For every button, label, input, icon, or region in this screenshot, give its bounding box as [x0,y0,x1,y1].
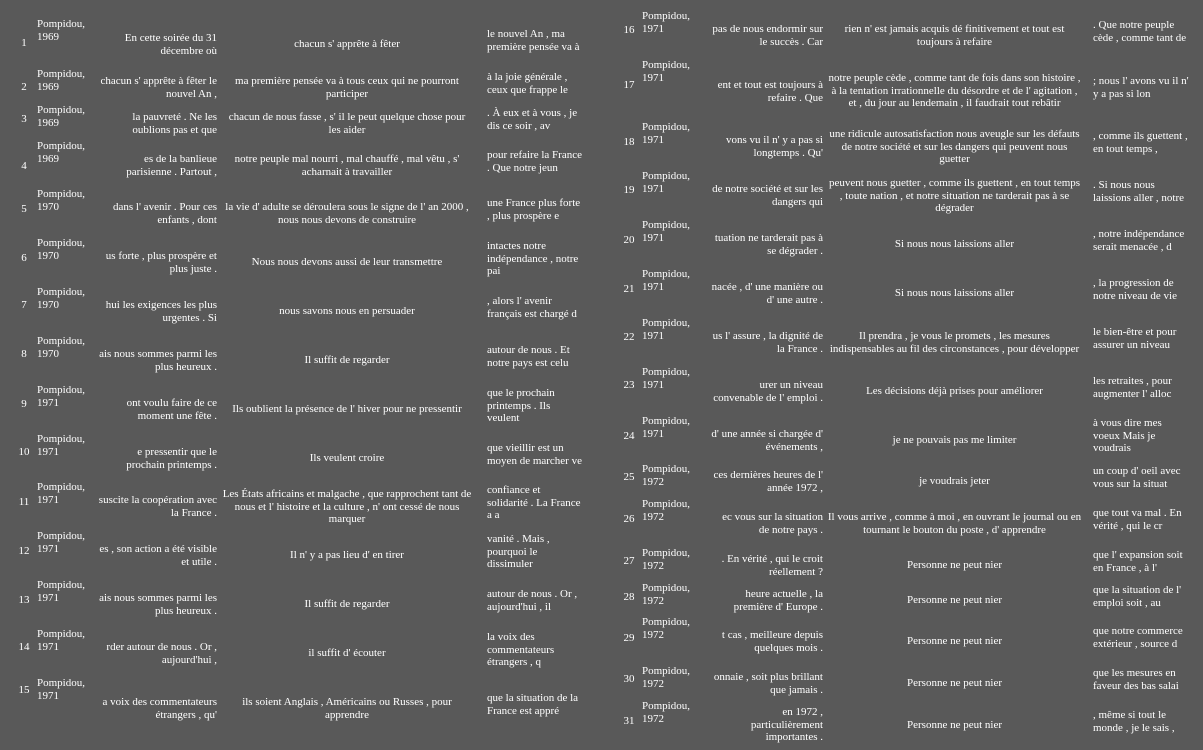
concordance-row [0,236,601,285]
source-author-year: Pompidou, 1971 [37,384,85,409]
left-context: es de la banlieue parisienne . Partout , [126,153,217,178]
right-context: que le prochain printemps . Ils veulent [487,387,555,424]
right-context: vanité . Mais , pourquoi le dissimuler [487,533,550,570]
source-author-year: Pompidou, 1972 [642,665,690,690]
row-number: 5 [21,203,27,215]
right-context: que l' expansion soit en France , à l' [1093,549,1183,574]
left-context: a voix des commentateurs étrangers , qu' [102,696,217,721]
left-context: heure actuelle , la première d' Europe . [733,588,823,613]
source-author-year: Pompidou, 1971 [642,219,690,244]
left-context: t cas , meilleure depuis quelques mois . [721,629,823,654]
source-author-year: Pompidou, 1969 [37,68,85,93]
keyword-in-context: Il vous arrive , comme à moi , en ouvrant le journal ou en tournant le bouton du poste , d' apprendre [827,511,1082,536]
right-context: . À eux et à vous , je dis ce soir , av [487,107,578,132]
row-number: 11 [18,496,30,508]
concordance-row [610,58,1203,120]
source-author-year: Pompidou, 1969 [37,104,85,129]
right-context: . Que notre peuple cède , comme tant de [1093,19,1187,44]
row-number: 23 [623,379,635,391]
row-number: 26 [623,513,635,525]
right-context: à la joie générale , ceux que frappe le [487,71,568,96]
right-context: que tout va mal . En vérité , qui le cr [1093,507,1182,532]
row-number: 15 [18,684,30,696]
keyword-in-context: chacun s' apprête à fêter [294,38,400,50]
right-context: , alors l' avenir français est chargé d [487,295,577,320]
keyword-in-context: ils soient Anglais , Américains ou Russes , pour apprendre [242,696,452,721]
left-context: urer un niveau convenable de l' emploi . [713,379,823,404]
source-author-year: Pompidou, 1970 [37,335,85,360]
row-number: 29 [623,632,635,644]
concordance-row [610,218,1203,267]
row-number: 9 [21,398,27,410]
keyword-in-context: Les États africains et malgache , que rapprochent tant de nous et l' histoire et la culture , n' ont cessé de nous marquer [222,488,472,525]
source-author-year: Pompidou, 1971 [642,268,690,293]
source-author-year: Pompidou, 1972 [642,547,690,572]
source-author-year: Pompidou, 1971 [37,481,85,506]
row-number: 20 [623,234,635,246]
right-context: . Si nous nous laissions aller , notre [1093,179,1185,204]
source-author-year: Pompidou, 1971 [642,415,690,440]
row-number: 13 [18,594,30,606]
keyword-in-context: une ridicule autosatisfaction nous aveugle sur les défauts de notre société et sur les dangers qui peuvent nous guetter [829,128,1080,165]
concordance-row [610,615,1203,664]
row-number: 30 [623,673,635,685]
concordance-row [0,578,601,627]
row-number: 6 [21,252,27,264]
source-author-year: Pompidou, 1971 [642,59,690,84]
source-author-year: Pompidou, 1969 [37,18,85,43]
keyword-in-context: Si nous nous laissions aller [894,238,1015,250]
row-number: 12 [18,545,30,557]
left-context: hui les exigences les plus urgentes . Si [105,299,217,324]
row-number: 17 [623,79,635,91]
concordance-row [0,67,601,103]
concordance-row [610,414,1203,462]
right-context: que les mesures en faveur des bas salai [1093,667,1179,692]
keyword-in-context: rien n' est jamais acquis dé finitivement et tout est toujours à refaire [844,23,1065,48]
row-number: 27 [623,555,635,567]
left-context: rder autour de nous . Or , aujourd'hui , [106,641,217,666]
right-context: les retraites , pour augmenter l' alloc [1093,375,1172,400]
left-context: e pressentir que le prochain printemps . [126,446,217,471]
source-author-year: Pompidou, 1970 [37,237,85,262]
left-context: pas de nous endormir sur le succès . Car [712,23,823,48]
row-number: 16 [623,24,635,36]
right-context: pour refaire la France . Que notre jeun [487,149,582,174]
left-context: tuation ne tarderait pas à se dégrader . [714,232,823,257]
left-context: la pauvreté . Ne les oublions pas et que [132,111,217,136]
keyword-in-context: Nous nous devons aussi de leur transmettre [251,256,443,268]
keyword-in-context: Il prendra , je vous le promets , les mesures indispensables au fil des circonstances , pour développer [829,330,1080,355]
row-number: 1 [21,37,27,49]
source-author-year: Pompidou, 1971 [37,433,85,458]
row-number: 24 [623,430,635,442]
row-number: 8 [21,348,27,360]
keyword-in-context: Il n' y a pas lieu d' en tirer [290,549,404,561]
right-context: autour de nous . Or , aujourd'hui , il [487,588,578,613]
right-context: que notre commerce extérieur , source d [1093,625,1183,650]
source-author-year: Pompidou, 1972 [642,498,690,523]
right-context: un coup d' oeil avec vous sur la situat [1093,465,1181,490]
left-context: us l' assure , la dignité de la France . [712,330,823,355]
concordance-row [610,169,1203,218]
left-context: de notre société et sur les dangers qui [712,183,823,208]
right-context: à vous dire mes voeux Mais je voudrais [1093,417,1162,454]
left-context: ec vous sur la situation de notre pays . [722,511,823,536]
row-number: 18 [623,136,635,148]
concordance-row [0,676,601,736]
row-number: 22 [623,331,635,343]
row-number: 19 [623,184,635,196]
left-context: . En vérité , qui le croit réellement ? [721,553,823,578]
source-author-year: Pompidou, 1971 [642,170,690,195]
source-author-year: Pompidou, 1972 [642,582,690,607]
concordance-row [610,497,1203,546]
row-number: 31 [623,715,635,727]
concordance-row [0,103,601,139]
concordance-row [610,316,1203,365]
concordance-row [0,334,601,383]
source-author-year: Pompidou, 1971 [642,317,690,342]
left-context: suscite la coopération avec la France . [98,494,217,519]
keyword-in-context: Si nous nous laissions aller [894,287,1015,299]
left-context: chacun s' apprête à fêter le nouvel An , [100,75,217,100]
keyword-in-context: Il suffit de regarder [304,598,390,610]
keyword-in-context: chacun de nous fasse , s' il le peut quelque chose pour les aider [228,111,466,136]
concordance-row [0,285,601,334]
right-context: une France plus forte , plus prospère e [487,197,581,222]
right-context: , comme ils guettent , en tout temps , [1093,130,1188,155]
concordance-row [610,9,1203,58]
concordance-row [610,120,1203,169]
keyword-in-context: la vie d' adulte se déroulera sous le signe de l' an 2000 , nous nous devons de construire [225,201,469,226]
keyword-in-context: nous savons nous en persuader [279,305,415,317]
right-context: , la progression de notre niveau de vie [1093,277,1177,302]
keyword-in-context: Il suffit de regarder [304,354,390,366]
row-number: 3 [21,113,27,125]
source-author-year: Pompidou, 1971 [37,677,85,702]
row-number: 4 [21,160,27,172]
keyword-in-context: Personne ne peut nier [907,719,1002,731]
left-context: us forte , plus prospère et plus juste . [105,250,217,275]
keyword-in-context: notre peuple mal nourri , mal chauffé , mal vêtu , s' acharnait à travailler [234,153,460,178]
source-author-year: Pompidou, 1972 [642,700,690,725]
right-context: ; nous l' avons vu il n' y a pas si lon [1093,75,1189,100]
source-author-year: Pompidou, 1971 [642,366,690,391]
right-context: le nouvel An , ma première pensée va à [487,28,580,53]
left-context: En cette soirée du 31 décembre où [124,32,217,57]
concordance-row [610,365,1203,414]
source-author-year: Pompidou, 1970 [37,286,85,311]
left-context: nacée , d' une manière ou d' une autre . [711,281,823,306]
keyword-in-context: Personne ne peut nier [907,635,1002,647]
right-context: confiance et solidarité . La France a a [487,484,581,521]
keyword-in-context: Ils oublient la présence de l' hiver pour ne pressentir [232,403,462,415]
row-number: 28 [623,591,635,603]
left-context: en 1972 , particulièrement importantes . [750,706,823,743]
left-context: d' une année si chargée d' événements , [711,428,823,453]
source-author-year: Pompidou, 1971 [642,10,690,35]
keyword-in-context: ma première pensée va à tous ceux qui ne pourront participer [235,75,459,100]
keyword-in-context: Ils veulent croire [309,452,385,464]
keyword-in-context: Personne ne peut nier [907,559,1002,571]
left-context: es , son action a été visible et utile . [99,543,217,568]
keyword-in-context: il suffit d' écouter [308,647,386,659]
right-context: la voix des commentateurs étrangers , q [487,631,555,668]
left-context: dans l' avenir . Pour ces enfants , dont [112,201,217,226]
concordance-row [610,546,1203,581]
concordance-row [0,383,601,432]
row-number: 25 [623,471,635,483]
concordance-row [0,529,601,578]
keyword-in-context: Les décisions déjà prises pour améliorer [866,385,1043,397]
concordance-row [610,699,1203,747]
concordance-row [0,187,601,236]
source-author-year: Pompidou, 1971 [37,530,85,555]
right-context: autour de nous . Et notre pays est celu [487,344,570,369]
left-context: vons vu il n' y a pas si longtemps . Qu' [725,134,823,159]
source-author-year: Pompidou, 1972 [642,463,690,488]
left-context: onnaie , soit plus brillant que jamais . [713,671,823,696]
keyword-in-context: Personne ne peut nier [907,677,1002,689]
keyword-in-context: peuvent nous guetter , comme ils guettent , en tout temps , toute nation , et notre situation ne tarderait pas à se dégrader [828,177,1081,214]
right-context: , même si tout le monde , je le sais , [1093,709,1175,734]
keyword-in-context: je ne pouvais pas me limiter [892,434,1017,446]
row-number: 2 [21,81,27,93]
left-context: ces dernières heures de l' année 1972 , [713,469,823,494]
source-author-year: Pompidou, 1969 [37,140,85,165]
concordance-row [0,17,601,67]
row-number: 14 [18,641,30,653]
right-context: , notre indépendance serait menacée , d [1093,228,1185,253]
right-context: le bien-être et pour assurer un niveau [1093,326,1177,351]
right-context: que la situation de la France est appré [487,692,579,717]
row-number: 21 [623,283,635,295]
keyword-in-context: je voudrais jeter [919,475,990,487]
right-context: intactes notre indépendance , notre pai [487,240,579,277]
source-author-year: Pompidou, 1971 [37,628,85,653]
concordance-row [0,432,601,480]
right-context: que vieillir est un moyen de marcher ve [487,442,582,467]
row-number: 7 [21,299,27,311]
concordance-row [610,267,1203,316]
concordance-row [0,627,601,676]
concordance-row [0,480,601,529]
left-context: ont voulu faire de ce moment une fête . [126,397,217,422]
left-context: ais nous sommes parmi les plus heureux . [99,348,217,373]
right-context: que la situation de l' emploi soit , au [1093,584,1182,609]
source-author-year: Pompidou, 1972 [642,616,690,641]
source-author-year: Pompidou, 1971 [37,579,85,604]
source-author-year: Pompidou, 1971 [642,121,690,146]
concordance-row [610,664,1203,699]
left-context: ent et tout est toujours à refaire . Que [717,79,823,104]
concordance-row [610,581,1203,615]
concordance-row [610,462,1203,497]
concordance-row [0,139,601,187]
source-author-year: Pompidou, 1970 [37,188,85,213]
keyword-in-context: notre peuple cède , comme tant de fois dans son histoire , à la tentation irrationnelle du désordre et de l' agitation , et , du jour au lendemain , il faudrait tout rebâtir [828,72,1081,109]
keyword-in-context: Personne ne peut nier [907,594,1002,606]
row-number: 10 [18,446,30,458]
left-context: ais nous sommes parmi les plus heureux . [99,592,217,617]
